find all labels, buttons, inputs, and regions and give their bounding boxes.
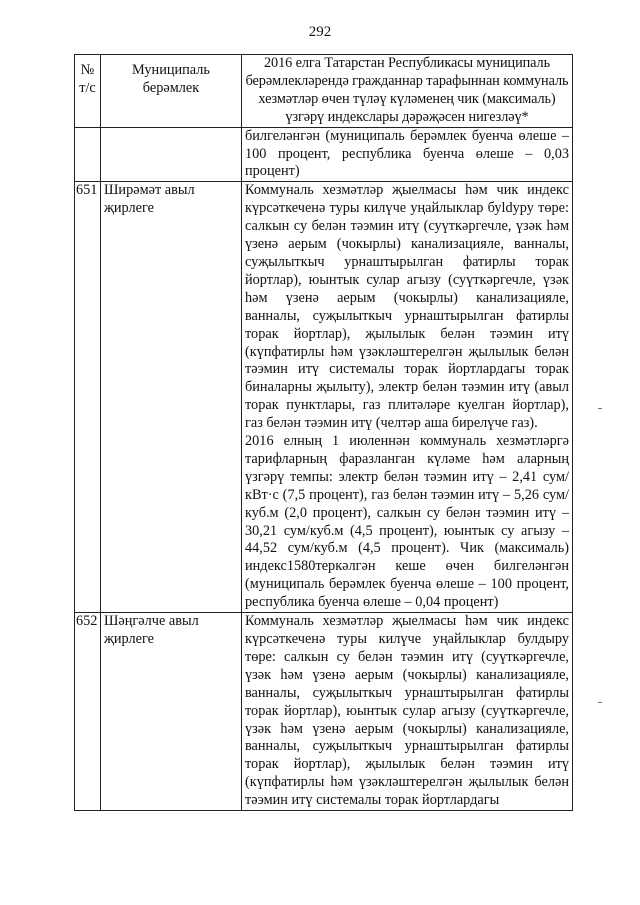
row-number: [75, 127, 101, 182]
row-paragraph: 2016 елның 1 июленнән коммуналь хезмәтләргә тарифларның фаразланган күләме һәм аларның үзгәрү темпы: электр белән тәэмин итү – 2,41 сум/кВт·с (7,5 процент), газ белән тәэмин итү – 5,26 сум/куб.м (2,0 процент), салкын су белән тәэмин итү – 30,21 сум/куб.м (4,5 процент), юынтык су агызу – 44,52 сум/куб.м (4,5 процент). Чик (максималь) индекс1580теркәлгән кеше өчен билгеләнгән (муниципаль берәмлек буенча өлеше – 100 процент, республика буенча өлеше – 0,04 процент): [245, 433, 569, 611]
table-row: [75, 613, 573, 811]
row-paragraph: билгеләнгән (муниципаль берәмлек буенча өлеше – 100 процент, республика буенча өлеше – 0,03 процент): [245, 127, 569, 180]
row-municipality: Шәңгәлче авыл җирлеге: [101, 613, 242, 811]
page-number: 292: [308, 24, 332, 40]
header-municipality: Муниципаль берәмлек: [101, 55, 242, 128]
table-header-row: [75, 55, 573, 128]
row-municipality: [101, 127, 242, 182]
row-municipality: Ширәмәт авыл җирлеге: [101, 182, 242, 613]
row-paragraph: Коммуналь хезмәтләр җыелмасы һәм чик индекс күрсәткеченә туры килүче уңайлыклар булдыру төре: салкын су белән тәэмин итү (суүткәргечле, үзәк һәм үзенә аерым (чокырлы) канализацияле, ванналы, суҗылыткыч урнаштырылган фатирлы торак йортлар), юынтык сулар агызу (суүткәргечле, үзәк һәм үзенә аерым (чокырлы) канализацияле, ванналы, суҗылыткыч урнаштырылган фатирлы торак йортлар), җылылык белән тәэмин итү (күпфатирлы һәм үзәкләштерелгән җылылык белән тәэмин итү системалы торак йортлардагы: [245, 613, 569, 809]
index-table: [74, 54, 573, 811]
header-number: № т/с: [75, 55, 101, 128]
scan-mark: [598, 408, 602, 409]
row-paragraph: Коммуналь хезмәтләр җыелмасы һәм чик индекс күрсәткеченә туры килүче уңайлыклар буldyру төре: салкын су белән тәэмин итү (суүткәргечле, үзәк һәм үзенә аерым (чокырлы) канализацияле, ванналы, суҗылыткыч урнаштырылган фатирлы торак йортлар), юынтык сулар агызу (суүткәргечле, үзәк һәм үзенә аерым (чокырлы) канализацияле, ванналы, суҗылыткыч урнаштырылган фатирлы торак йортлар), җылылык белән тәэмин итү (күпфатирлы һәм үзәкләштерелгән җылылык белән тәэмин итү системалы торак йортлардагы торак биналарны җылыту), электр белән тәэмин итү (авыл торак пунктлары, газ плитәләре куелган йортлар), газ белән тәэмин итү (челтәр аша бирелүче газ).: [245, 182, 569, 432]
row-number: 652: [75, 613, 101, 811]
scan-mark: [598, 702, 602, 703]
row-description: [242, 127, 573, 182]
table-row: [75, 182, 573, 613]
row-description: [242, 613, 573, 811]
row-number: 651: [75, 182, 101, 613]
table-row: [75, 127, 573, 182]
header-description: 2016 елга Татарстан Республикасы муниципаль берәмлекләрендә гражданнар тарафыннан коммуналь хезмәтләр өчен түләү күләменең чик (максималь) үзгәрү индекслары дәрәҗәсен нигезләү*: [242, 55, 573, 128]
row-description: [242, 182, 573, 613]
